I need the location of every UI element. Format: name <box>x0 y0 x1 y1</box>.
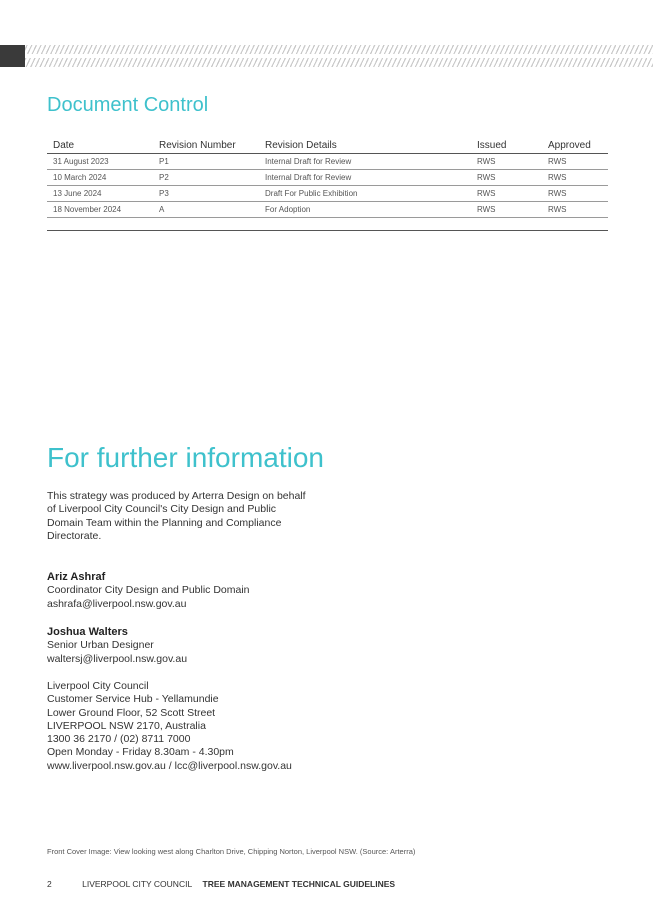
cell-date: 18 November 2024 <box>47 202 153 218</box>
table-row <box>47 186 608 202</box>
table-row <box>47 154 608 170</box>
col-approved: Approved <box>542 139 608 154</box>
cell-date: 31 August 2023 <box>47 154 153 170</box>
cell-issued: RWS <box>471 170 542 186</box>
phone-line: 1300 36 2170 / (02) 8711 7000 <box>47 733 191 746</box>
cell-details: Draft For Public Exhibition <box>259 186 471 202</box>
cell-revision: P2 <box>153 170 259 186</box>
cell-approved: RWS <box>542 170 608 186</box>
cell-date: 10 March 2024 <box>47 170 153 186</box>
address-line: Liverpool City Council <box>47 680 149 692</box>
address-line: LIVERPOOL NSW 2170, Australia <box>47 719 206 732</box>
cell-details: For Adoption <box>259 202 471 218</box>
page-number: 2 <box>47 879 52 889</box>
contact-ariz-ashraf <box>47 571 250 611</box>
cell-approved: RWS <box>542 154 608 170</box>
document-control-table <box>47 139 608 218</box>
table-end-rule <box>47 230 608 231</box>
col-date: Date <box>47 139 153 154</box>
cover-image-caption: Front Cover Image: View looking west along Charlton Drive, Chipping Norton, Liverpool NSW. (Source: Arterra) <box>47 847 416 856</box>
hours-line: Open Monday - Friday 8.30am - 4.30pm <box>47 746 234 759</box>
contact-role: Coordinator City Design and Public Domain <box>47 584 250 597</box>
footer-document-title: TREE MANAGEMENT TECHNICAL GUIDELINES <box>202 879 396 889</box>
header-tab-marker <box>0 45 25 67</box>
address-line: Lower Ground Floor, 52 Scott Street <box>47 706 216 719</box>
contact-role: Senior Urban Designer <box>47 639 154 652</box>
page-footer <box>47 879 395 889</box>
cell-revision: P1 <box>153 154 259 170</box>
cell-revision: P3 <box>153 186 259 202</box>
cell-approved: RWS <box>542 186 608 202</box>
col-revision-details: Revision Details <box>259 139 471 154</box>
contact-joshua-walters <box>47 626 187 666</box>
cell-issued: RWS <box>471 202 542 218</box>
intro-paragraph: This strategy was produced by Arterra Design on behalf of Liverpool City Council's City Design and Public Domain Team within the Planning and Compliance Directorate. <box>47 490 306 542</box>
cell-details: Internal Draft for Review <box>259 170 471 186</box>
further-info-title: For further information <box>47 442 324 473</box>
cell-details: Internal Draft for Review <box>259 154 471 170</box>
contact-email[interactable]: ashrafa@liverpool.nsw.gov.au <box>47 597 187 610</box>
contact-email[interactable]: waltersj@liverpool.nsw.gov.au <box>47 652 188 665</box>
table-header-row <box>47 139 608 154</box>
cell-approved: RWS <box>542 202 608 218</box>
cell-date: 13 June 2024 <box>47 186 153 202</box>
contact-name: Joshua Walters <box>47 626 128 638</box>
cell-revision: A <box>153 202 259 218</box>
cell-issued: RWS <box>471 186 542 202</box>
council-address-block <box>47 680 292 773</box>
col-issued: Issued <box>471 139 542 154</box>
address-line: Customer Service Hub - Yellamundie <box>47 693 219 706</box>
contact-name: Ariz Ashraf <box>47 571 106 583</box>
cell-issued: RWS <box>471 154 542 170</box>
footer-council: LIVERPOOL CITY COUNCIL <box>82 879 193 889</box>
header-hatch-band <box>0 45 653 67</box>
document-control-title: Document Control <box>47 94 209 116</box>
table-row <box>47 202 608 218</box>
website-email-line[interactable]: www.liverpool.nsw.gov.au / lcc@liverpool.nsw.gov.au <box>47 759 292 772</box>
col-revision-number: Revision Number <box>153 139 259 154</box>
table-row <box>47 170 608 186</box>
